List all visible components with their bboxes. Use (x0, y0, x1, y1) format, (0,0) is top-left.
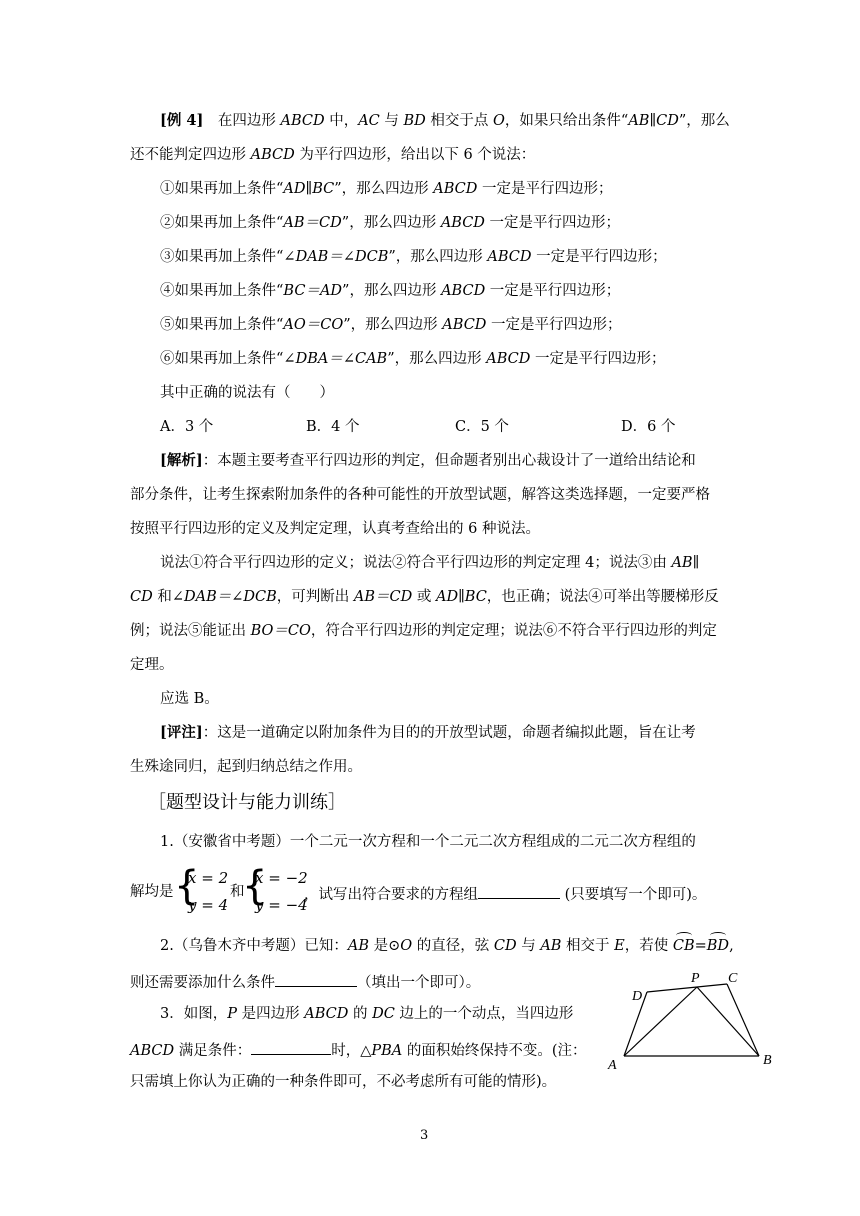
system-2-eq-2: y = −4 (255, 896, 308, 914)
statement-5: ⑤如果再加上条件“AO＝CO”，那么四边形 ABCD 一定是平行四边形； (160, 317, 622, 333)
comment-label: [评注] (160, 724, 203, 741)
label-p: P (691, 971, 700, 986)
arc-bd: BD (706, 938, 730, 954)
system-1-eq-1: x = 2 (188, 869, 229, 887)
question-line: 其中正确的说法有（ ） (160, 385, 334, 401)
comment-line-2: 生殊途同归，起到归纳总结之作用。 (130, 759, 362, 775)
segment-pb (697, 987, 759, 1056)
statement-3: ③如果再加上条件“∠DAB＝∠DCB”，那么四边形 ABCD 一定是平行四边形； (160, 249, 667, 265)
statement-6: ⑥如果再加上条件“∠DBA＝∠CAB”，那么四边形 ABCD 一定是平行四边形； (160, 351, 666, 367)
label-c: C (728, 971, 738, 986)
page-number: 3 (420, 1128, 429, 1143)
analysis-label: [解析] (160, 452, 203, 469)
example-line-1: [例 4] 在四边形 ABCD 中，AC 与 BD 相交于点 O，如果只给出条件“AB∥CD”，那么 (160, 112, 730, 129)
analysis-line-5: CD 和∠DAB＝∠DCB，可判断出 AB＝CD 或 AD∥BC，也正确；说法④可举出等腰梯形反 (130, 589, 719, 605)
system-2-brace: { (242, 863, 268, 909)
statement-2: ②如果再加上条件“AB＝CD”，那么四边形 ABCD 一定是平行四边形； (160, 215, 621, 231)
example-label: [例 4] (160, 112, 204, 129)
section-title: ［题型设计与能力训练］ (148, 792, 346, 813)
edge-dc (647, 984, 727, 992)
label-a: A (608, 1058, 617, 1073)
option-d: D．6 个 (621, 419, 676, 435)
comment-line-1: [评注]：这是一道确定以附加条件为目的的开放型试题，命题者编拟此题，旨在让考 (160, 724, 696, 741)
problem-3-line-2: ABCD 满足条件： 时，△PBA 的面积始终保持不变。(注： (130, 1038, 587, 1061)
arc-cb: CB (672, 938, 695, 954)
problem-2-line-2: 则还需要添加什么条件 （填出一个即可）。 (130, 970, 480, 993)
analysis-line-1: [解析]：本题主要考查平行四边形的判定，但命题者别出心裁设计了一道给出结论和 (160, 452, 696, 469)
problem-3-line-1: 3．如图，P 是四边形 ABCD 的 DC 边上的一个动点，当四边形 (160, 1006, 574, 1022)
analysis-line-3: 按照平行四边形的定义及判定定理，认真考查给出的 6 种说法。 (130, 521, 540, 537)
option-c: C．5 个 (455, 419, 509, 435)
system-1-brace: { (174, 863, 200, 909)
problem-2-line-1: 2.（乌鲁木齐中考题）已知：AB 是⊙O 的直径，弦 CD 与 AB 相交于 E，若使 CB=BD, (160, 938, 734, 954)
edge-cb (727, 984, 759, 1056)
analysis-line-2: 部分条件，让考生探索附加条件的各种可能性的开放型试题，解答这类选择题，一定要严格 (130, 487, 710, 503)
answer-blank-3[interactable] (251, 1038, 331, 1055)
answer-blank-2[interactable] (275, 970, 357, 987)
option-b: B．4 个 (306, 419, 360, 435)
problem-1-answer-prefix: 解均是 (130, 884, 174, 900)
statement-4: ④如果再加上条件“BC＝AD”，那么四边形 ABCD 一定是平行四边形； (160, 283, 621, 299)
analysis-line-6: 例；说法⑤能证出 BO＝CO，符合平行四边形的判定定理；说法⑥不符合平行四边形的判定 (130, 623, 717, 639)
label-d: D (632, 989, 643, 1004)
label-b: B (763, 1053, 772, 1068)
system-joiner: 和 (230, 884, 245, 900)
system-1-eq-2: y = 4 (188, 896, 229, 914)
system-2-eq-1: x = −2 (255, 869, 308, 887)
option-a: A．3 个 (160, 419, 214, 435)
analysis-line-4: 说法①符合平行四边形的定义；说法②符合平行四边形的判定定理 4；说法③由 AB∥ (160, 555, 700, 571)
problem-1-line-2: ，试写出符合要求的方程组 (只要填写一个即可)。 (304, 882, 706, 905)
problem-1-line-1: 1.（安徽省中考题）一个二元一次方程和一个二元二次方程组成的二元二次方程组的 (160, 834, 696, 850)
answer-blank-1[interactable] (478, 882, 560, 899)
quadrilateral-figure (600, 968, 772, 1078)
example-line-2: 还不能判定四边形 ABCD 为平行四边形，给出以下 6 个说法： (130, 147, 536, 163)
statement-1: ①如果再加上条件“AD∥BC”，那么四边形 ABCD 一定是平行四边形； (160, 181, 613, 197)
answer-line: 应选 B。 (160, 691, 219, 707)
analysis-line-7: 定理。 (130, 657, 174, 673)
problem-3-line-3: 只需填上你认为正确的一种条件即可，不必考虑所有可能的情形)。 (130, 1074, 557, 1090)
